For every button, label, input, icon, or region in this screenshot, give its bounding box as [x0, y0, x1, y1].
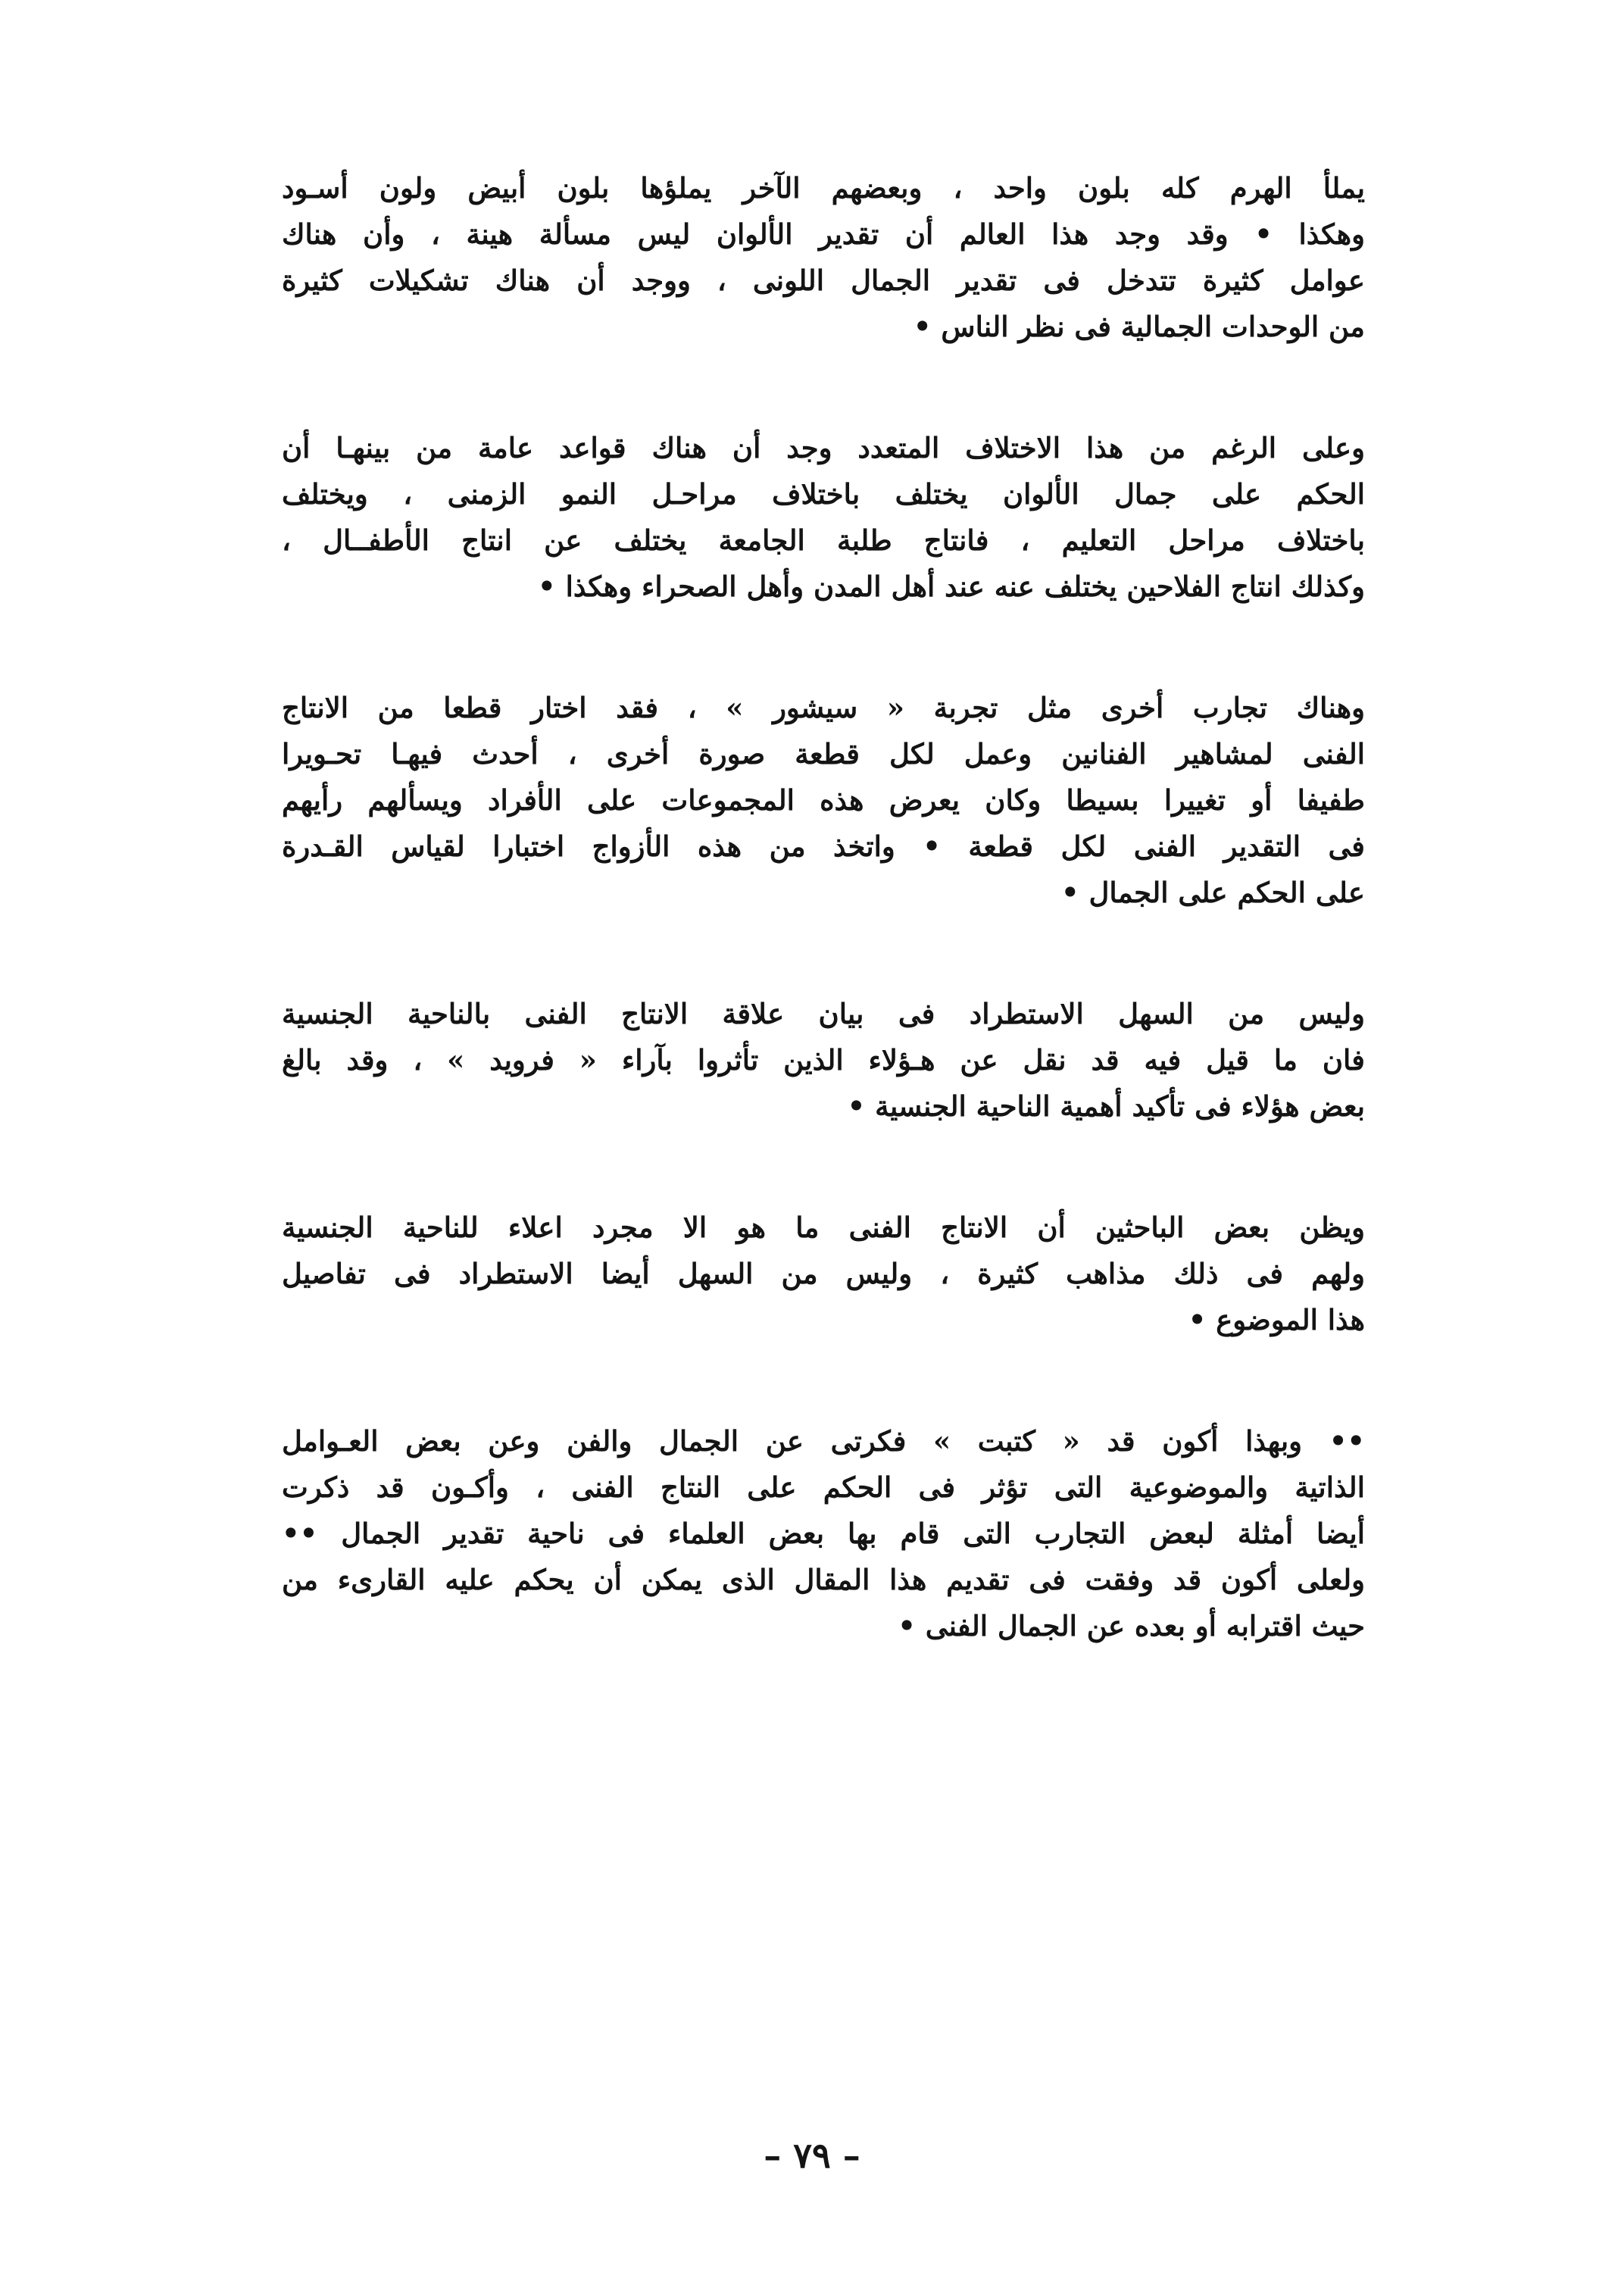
page-number: – ٧٩ – — [764, 2135, 860, 2176]
text-line: باختلاف مراحل التعليم ، فانتاج طلبة الجامعة يختلف عن انتاج الأطفــال ، — [282, 524, 1365, 557]
text-line: وهكذا • وقد وجد هذا العالم أن تقدير الألوان ليس مسألة هينة ، وأن هناك — [282, 217, 1365, 251]
text-line: بعض هؤلاء فى تأكيد أهمية الناحية الجنسية • — [847, 1089, 1365, 1123]
text-line: وهناك تجارب أخرى مثل تجربة « سيشور » ، فقد اختار قطعا من الانتاج — [282, 691, 1365, 724]
text-line: أيضا أمثلة لبعض التجارب التى قام بها بعض العلماء فى ناحية تقدير الجمال •• — [282, 1517, 1365, 1550]
text-line: فان ما قيل فيه قد نقل عن هـؤلاء الذين تأثروا بآراء « فرويد » ، وقد بالغ — [282, 1043, 1365, 1077]
text-line: ويظن بعض الباحثين أن الانتاج الفنى ما هو الا مجرد اعلاء للناحية الجنسية — [282, 1211, 1365, 1244]
text-line: طفيفا أو تغييرا بسيطا وكان يعرض هذه المجموعات على الأفراد ويسألهم رأيهم — [282, 783, 1365, 817]
text-line: وكذلك انتاج الفلاحين يختلف عنه عند أهل المدن وأهل الصحراء وهكذا • — [538, 570, 1365, 603]
text-line: على الحكم على الجمال • — [1061, 876, 1365, 909]
paragraph-freud-influence — [282, 991, 1365, 1130]
text-line: الفنى لمشاهير الفنانين وعمل لكل قطعة صورة أخرى ، أحدث فيهـا تحـويرا — [282, 737, 1365, 770]
paragraph-sublimation — [282, 1205, 1365, 1343]
paragraph-seashore-experiment — [282, 685, 1365, 916]
text-line: وعلى الرغم من هذا الاختلاف المتعدد وجد أن هناك قواعد عامة من بينهـا أن — [282, 431, 1365, 464]
text-line: الحكم على جمال الألوان يختلف باختلاف مراحـل النمو الزمنى ، ويختلف — [282, 477, 1365, 511]
paragraph-general-rules — [282, 425, 1365, 610]
text-line: الذاتية والموضوعية التى تؤثر فى الحكم على النتاج الفنى ، وأكـون قد ذكرت — [282, 1471, 1365, 1504]
text-line: وليس من السهل الاستطراد فى بيان علاقة الانتاج الفنى بالناحية الجنسية — [282, 997, 1365, 1030]
text-line: من الوحدات الجمالية فى نظر الناس • — [913, 310, 1365, 343]
text-line: فى التقدير الفنى لكل قطعة • واتخذ من هذه الأزواج اختبارا لقياس القـدرة — [282, 830, 1365, 863]
text-line: هذا الموضوع • — [1188, 1303, 1365, 1336]
paragraph-conclusion — [282, 1418, 1365, 1649]
text-line: ولهم فى ذلك مذاهب كثيرة ، وليس من السهل أيضا الاستطراد فى تفاصيل — [282, 1257, 1365, 1290]
page-body — [282, 165, 1365, 1724]
text-line: يملأ الهرم كله بلون واحد ، وبعضهم الآخر يملؤها بلون أبيض ولون أسـود — [282, 171, 1365, 205]
text-line: حيث اقترابه أو بعده عن الجمال الفنى • — [898, 1609, 1365, 1642]
text-line: عوامل كثيرة تتدخل فى تقدير الجمال اللونى ، ووجد أن هناك تشكيلات كثيرة — [282, 264, 1365, 297]
paragraph-color-judgment-end — [282, 165, 1365, 350]
text-line: •• وبهذا أكون قد « كتبت » فكرتى عن الجمال والفن وعن بعض العـوامل — [282, 1424, 1365, 1458]
text-line: ولعلى أكون قد وفقت فى تقديم هذا المقال الذى يمكن أن يحكم عليه القارىء من — [282, 1563, 1365, 1596]
